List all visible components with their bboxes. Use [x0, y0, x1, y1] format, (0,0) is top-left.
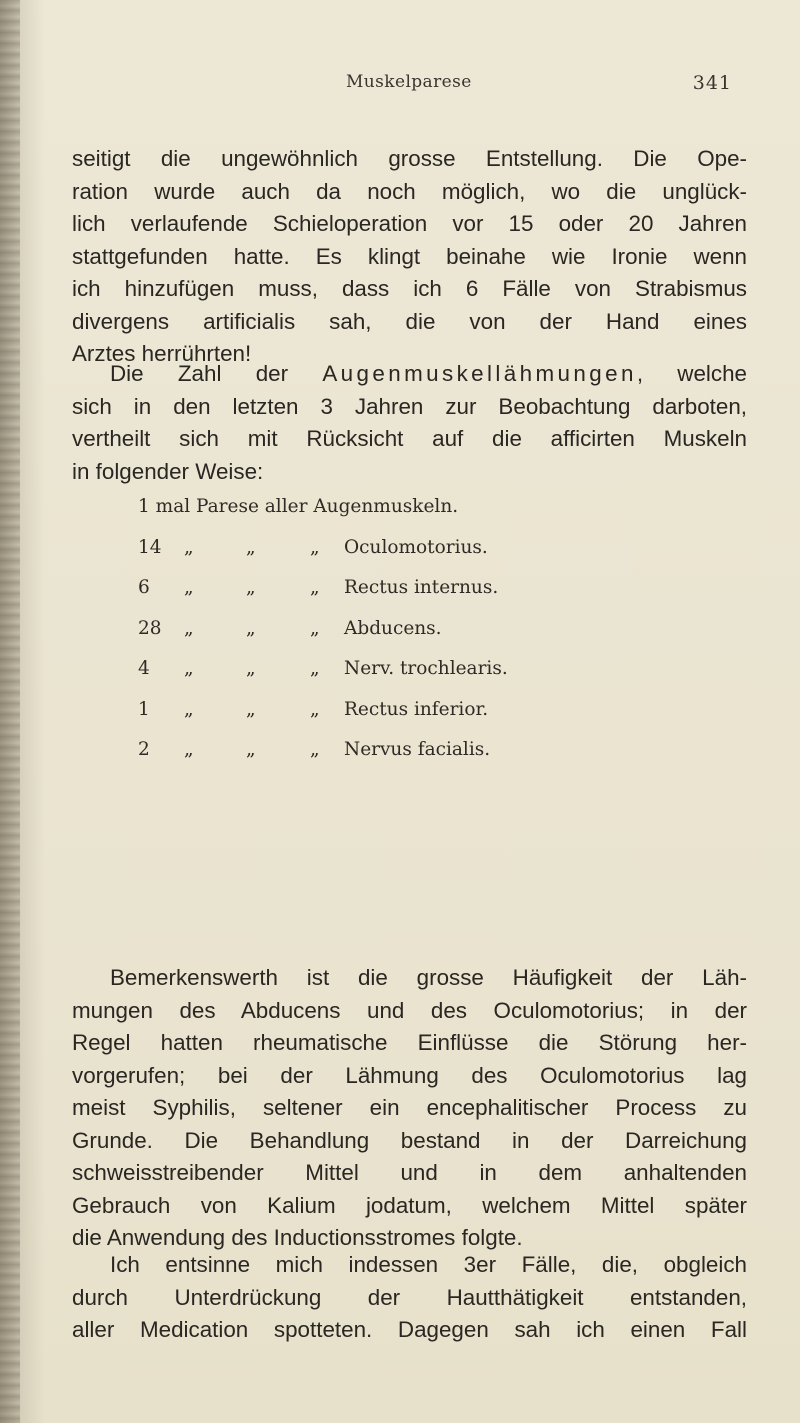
ditto-mark: „ [310, 739, 320, 760]
paragraph-3 [72, 962, 747, 1255]
ditto-mark: „ [184, 698, 194, 720]
stat-row [138, 699, 698, 740]
stat-first-row: 1 mal Parese aller Augenmuskeln. [138, 496, 459, 517]
ditto-mark: „ [310, 577, 320, 598]
paragraph-1 [72, 143, 747, 371]
stat-count: 1 [138, 698, 150, 720]
spaced-term: Augenmuskellähmungen [322, 361, 637, 386]
book-gutter [0, 0, 20, 1423]
ditto-mark: „ [246, 658, 256, 679]
text-line: aller Medication spotteten. Dagegen sah ich einen Fall [72, 1317, 747, 1342]
ditto-mark: „ [184, 658, 194, 679]
ditto-mark: „ [310, 658, 320, 679]
stat-row [138, 496, 698, 537]
text-line: mungen des Abducens und des Oculomotorius; in der [72, 997, 747, 1023]
ditto-mark: „ [184, 739, 194, 760]
paragraph-4 [72, 1249, 747, 1347]
ditto-mark: „ [310, 617, 320, 639]
text-line: Arztes herrührten! [72, 341, 252, 366]
text-line: in folgender Weise: [72, 458, 264, 484]
stat-muscle: Oculomotorius. [344, 536, 488, 558]
stat-count: 2 [138, 739, 150, 760]
ditto-mark: „ [310, 698, 320, 720]
running-title: Muskelparese [346, 72, 472, 92]
text-line: seitigt die ungewöhnlich grosse Entstellung. Die Ope- [72, 146, 747, 171]
ditto-mark: „ [184, 577, 194, 598]
ditto-mark: „ [246, 698, 256, 720]
text-line: Regel hatten rheumatische Einflüsse die Störung her- [72, 1030, 747, 1055]
text-line: meist Syphilis, seltener ein encephalitischer Process zu [72, 1095, 747, 1120]
text-line: durch Unterdrückung der Hautthätigkeit entstanden, [72, 1284, 747, 1310]
text-line: Grunde. Die Behandlung bestand in der Darreichung [72, 1127, 747, 1153]
stat-row [138, 658, 698, 699]
stat-row [138, 537, 698, 578]
stat-muscle: Rectus internus. [344, 577, 499, 598]
paresis-statistics [138, 496, 698, 780]
stat-count: 6 [138, 577, 150, 598]
ditto-mark: „ [310, 536, 320, 558]
text-run: , welche [636, 361, 748, 386]
text-line: ich hinzufügen muss, dass ich 6 Fälle von Strabismus [72, 276, 747, 301]
text-line: die Anwendung des Inductionsstromes folgte. [72, 1225, 523, 1250]
text-line: Ich entsinne mich indessen 3er Fälle, die, obgleich [110, 1252, 747, 1277]
text-line: ration wurde auch da noch möglich, wo die unglück- [72, 178, 747, 204]
stat-count: 28 [138, 617, 162, 639]
text-line: vertheilt sich mit Rücksicht auf die afficirten Muskeln [72, 426, 747, 451]
stat-row [138, 577, 698, 618]
stat-muscle: Rectus inferior. [344, 698, 489, 720]
text-run: Die Zahl der [110, 361, 323, 386]
ditto-mark: „ [184, 617, 194, 639]
ditto-mark: „ [184, 536, 194, 558]
stat-row [138, 618, 698, 659]
stat-count: 14 [138, 536, 162, 558]
page-number: 341 [692, 72, 732, 94]
paragraph-2 [72, 358, 747, 488]
running-head [346, 72, 746, 102]
text-line: lich verlaufende Schieloperation vor 15 oder 20 Jahren [72, 211, 747, 236]
stat-count: 4 [138, 658, 150, 679]
ditto-mark: „ [246, 577, 256, 598]
stat-muscle: Nervus facialis. [344, 739, 491, 760]
stat-muscle: Abducens. [344, 617, 442, 639]
ditto-mark: „ [246, 617, 256, 639]
text-line: vorgerufen; bei der Lähmung des Oculomotorius lag [72, 1062, 747, 1088]
text-line: Gebrauch von Kalium jodatum, welchem Mittel später [72, 1192, 747, 1218]
stat-muscle: Nerv. trochlearis. [344, 658, 508, 679]
ditto-mark: „ [246, 536, 256, 558]
text-line: divergens artificialis sah, die von der Hand eines [72, 308, 747, 334]
text-line: schweisstreibender Mittel und in dem anhaltenden [72, 1160, 747, 1185]
text-line: sich in den letzten 3 Jahren zur Beobachtung darboten, [72, 393, 747, 419]
ditto-mark: „ [246, 739, 256, 760]
text-line: Bemerkenswerth ist die grosse Häufigkeit der Läh- [110, 965, 747, 990]
stat-row [138, 739, 698, 780]
text-line [72, 358, 747, 391]
text-line: stattgefunden hatte. Es klingt beinahe wie Ironie wenn [72, 243, 747, 269]
